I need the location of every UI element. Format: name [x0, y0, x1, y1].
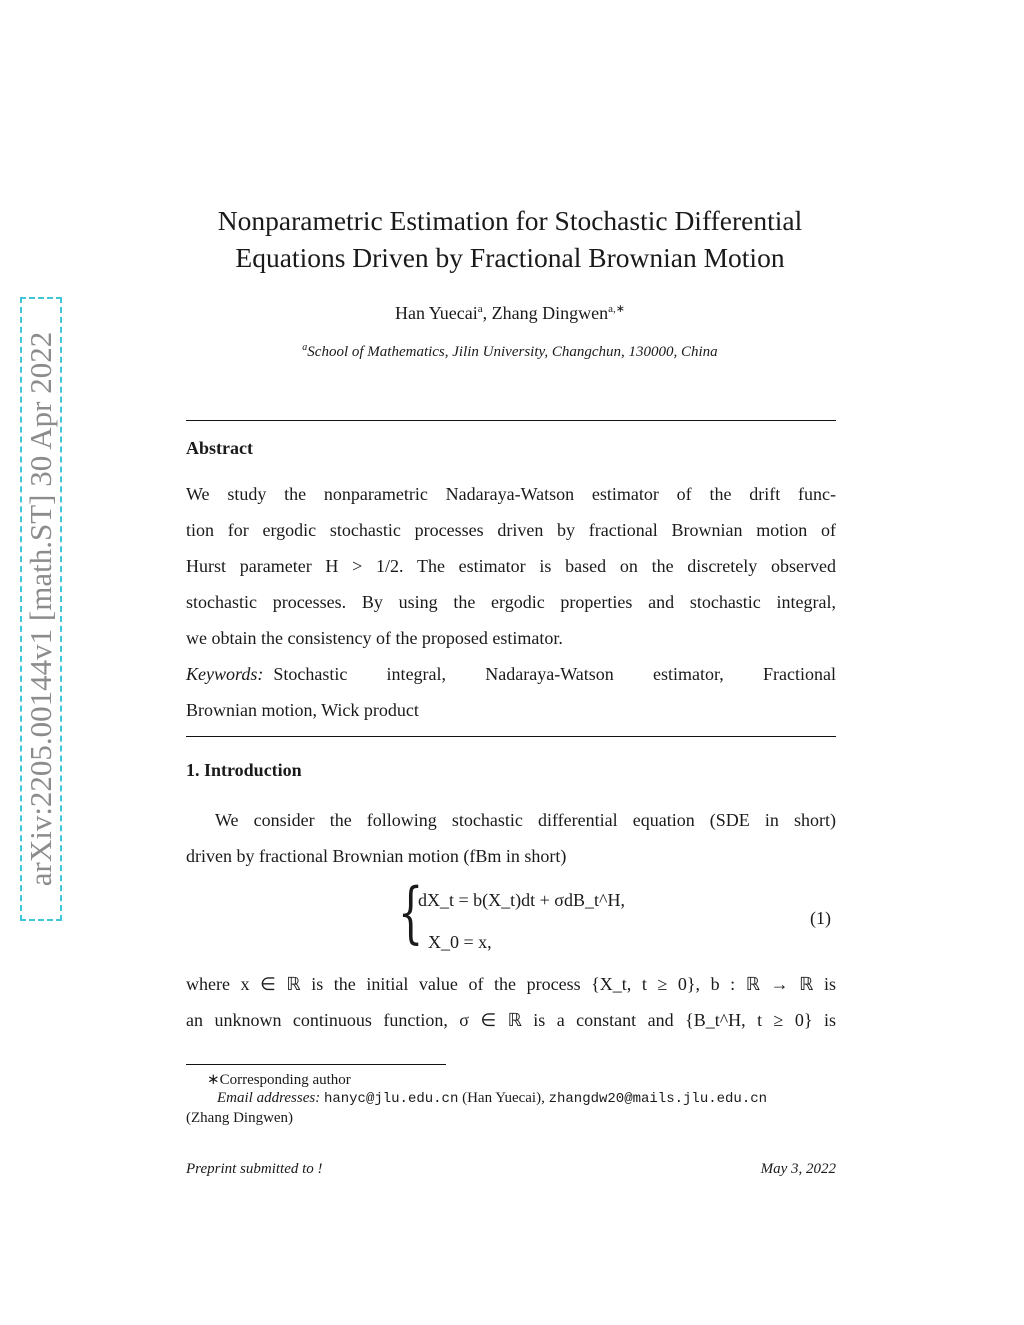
abstract-body	[186, 476, 836, 656]
title-line-1: Nonparametric Estimation for Stochastic Differential	[217, 205, 803, 236]
author-2-affil-mark: a,∗	[608, 303, 626, 315]
affiliation	[150, 342, 870, 361]
email-owner-2: (Zhang Dingwen)	[186, 1110, 294, 1126]
email-link-1[interactable]: hanyc@jlu.edu.cn	[323, 1091, 459, 1107]
author-2: Zhang Dingwen	[491, 303, 609, 323]
footer-preprint-note: Preprint submitted to !	[186, 1161, 323, 1177]
author-1-affil-mark: a	[477, 303, 483, 315]
email-link-2[interactable]: zhangdw20@mails.jlu.edu.cn	[548, 1091, 768, 1107]
intro-line-1: We consider the following stochastic differential equation (SDE in short)	[215, 810, 836, 830]
footnote-rule	[186, 1064, 446, 1065]
affiliation-mark: a	[302, 342, 308, 353]
email-owner-1: (Han Yuecai),	[462, 1090, 545, 1106]
keywords-label: Keywords:	[186, 664, 264, 684]
author-1: Han Yuecai	[394, 303, 478, 323]
keywords-line-2: Brownian motion, Wick product	[186, 700, 419, 720]
abstract-line: stochastic processes. By using the ergodic properties and stochastic integral,	[186, 592, 836, 612]
abstract-line: We study the nonparametric Nadaraya-Watson estimator of the drift func-	[186, 484, 836, 504]
abstract-heading: Abstract	[186, 438, 253, 458]
email-label: Email addresses:	[217, 1090, 321, 1106]
footnote-emails	[217, 1090, 767, 1107]
abstract-line: Hurst parameter H > 1/2. The estimator is based on the discretely observed	[186, 556, 836, 576]
intro-line-2: driven by fractional Brownian motion (fBm in short)	[186, 846, 567, 866]
abstract-bottom-rule	[186, 736, 836, 737]
section-heading-introduction: 1. Introduction	[186, 760, 302, 780]
abstract-line: we obtain the consistency of the proposed estimator.	[186, 628, 563, 648]
intro-paragraph	[186, 802, 836, 874]
equation-line-2: X_0 = x,	[428, 932, 492, 952]
abstract-top-rule	[186, 420, 836, 421]
equation-brace: {	[398, 874, 424, 951]
paper-title	[150, 202, 870, 276]
abstract-line: tion for ergodic stochastic processes driven by fractional Brownian motion of	[186, 520, 836, 540]
affiliation-text: School of Mathematics, Jilin University, Changchun, 130000, China	[307, 344, 718, 360]
equation-number: (1)	[810, 908, 831, 928]
intro-line-3: where x ∈ ℝ is the initial value of the process {X_t, t ≥ 0}, b : ℝ → ℝ is	[186, 974, 836, 994]
authors: Han Yuecai$^a$, Zhang Dingwen$^{a,∗}$	[394, 303, 626, 323]
keywords	[186, 656, 836, 728]
intro-continuation	[186, 966, 836, 1038]
arxiv-identifier[interactable]: arXiv:2205.00144v1 [math.ST] 30 Apr 2022	[23, 331, 58, 887]
title-line-2: Equations Driven by Fractional Brownian Motion	[235, 242, 785, 273]
intro-line-4: an unknown continuous function, σ ∈ ℝ is a constant and {B_t^H, t ≥ 0} is	[186, 1010, 836, 1030]
footnote-corresponding: ∗Corresponding author	[207, 1072, 351, 1088]
footer-date: May 3, 2022	[760, 1161, 836, 1177]
keywords-line-1: Stochastic integral, Nadaraya-Watson estimator, Fractional	[273, 664, 836, 684]
equation-line-1: dX_t = b(X_t)dt + σdB_t^H,	[418, 890, 625, 910]
